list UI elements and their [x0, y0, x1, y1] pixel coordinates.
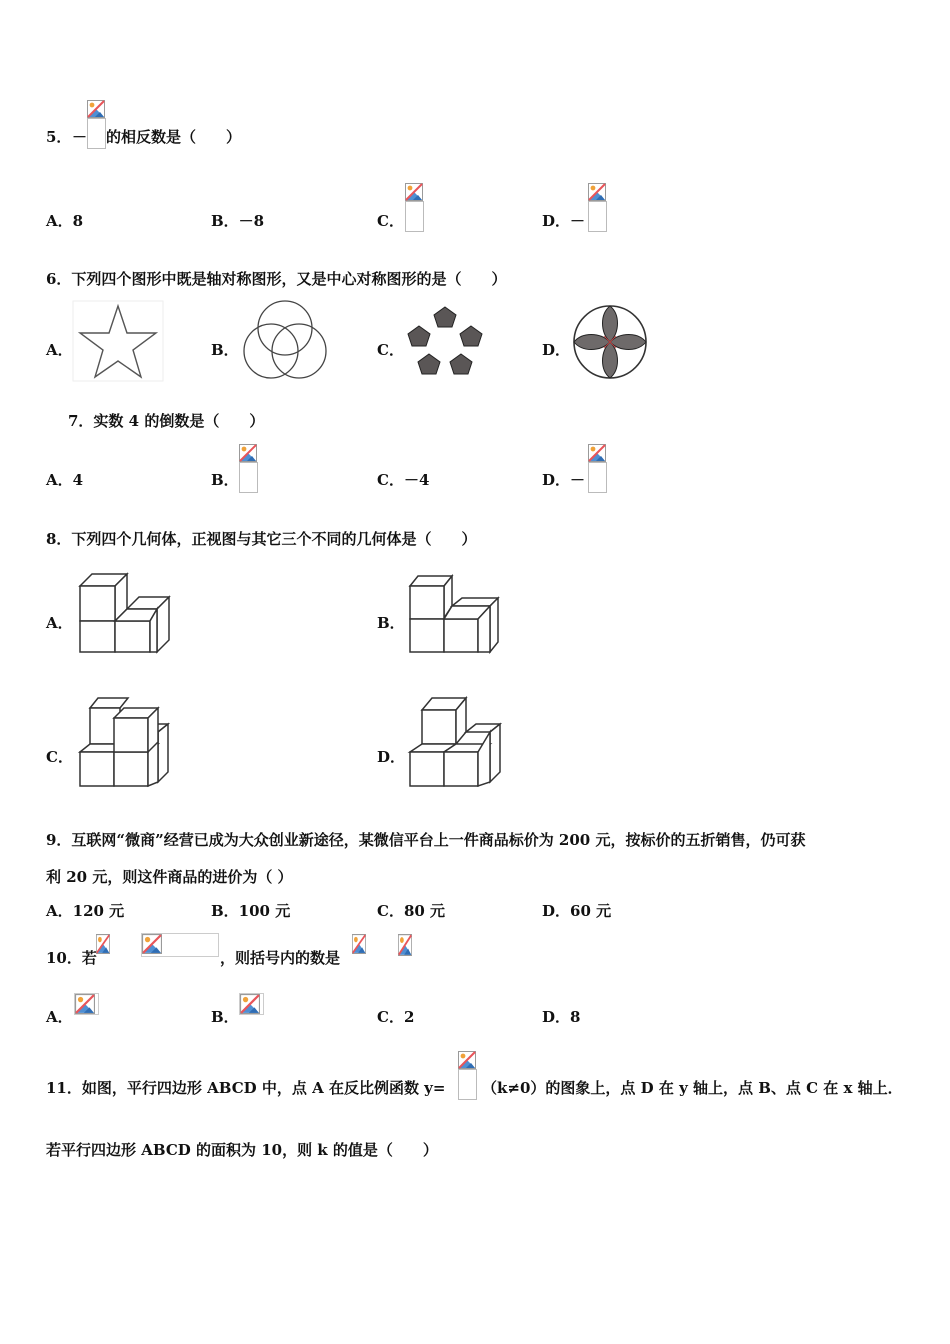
q11-fraction-image [458, 1051, 476, 1099]
q7-option-d[interactable]: D．－ [542, 471, 586, 489]
q9-stem-line2: 利 20 元，则这件商品的进价为（ ） [46, 868, 293, 886]
q5-option-c-image [405, 183, 423, 231]
q9-option-a[interactable]: A．120 元 [46, 902, 125, 920]
q7-option-a[interactable]: A．4 [46, 471, 84, 489]
q5-option-b[interactable]: B．－8 [211, 212, 265, 230]
q10-option-b[interactable]: B． [211, 1008, 239, 1026]
five-pentagons-figure [404, 302, 486, 382]
q6-stem: 6．下列四个图形中既是轴对称图形，又是中心对称图形的是（ ） [46, 270, 507, 288]
q10-equation-image [141, 933, 219, 957]
q8-option-b[interactable]: B． [377, 614, 405, 632]
broken-image-icon [240, 994, 260, 1014]
four-petal-circle-figure [570, 302, 650, 382]
q7-option-b[interactable]: B． [211, 471, 239, 489]
q5-option-a[interactable]: A．8 [46, 212, 84, 230]
cube-stack-c-figure [72, 694, 182, 790]
q7-option-d-image [588, 444, 606, 492]
q8-stem: 8．下列四个几何体，正视图与其它三个不同的几何体是（ ） [46, 530, 477, 548]
q6-option-d[interactable]: D． [542, 341, 571, 359]
q10-option-a-image [74, 993, 99, 1015]
broken-image-icon [458, 1051, 476, 1069]
q9-option-c[interactable]: C．80 元 [377, 902, 446, 920]
q5-option-d-image [588, 183, 606, 231]
cube-stack-b-figure [402, 570, 512, 662]
q7-option-b-image [239, 444, 257, 492]
q10-option-d[interactable]: D．8 [542, 1008, 581, 1026]
q9-stem-line1: 9．互联网“微商”经营已成为大众创业新途径，某微信平台上一件商品标价为 200 元，按标价的五折销售，仍可获 [46, 831, 806, 849]
cube-stack-d-figure [402, 694, 512, 790]
three-circles-figure [236, 298, 334, 382]
q9-option-b[interactable]: B．100 元 [211, 902, 291, 920]
q6-option-c[interactable]: C． [377, 341, 404, 359]
q5-fraction-image [87, 100, 105, 148]
q8-option-d[interactable]: D． [377, 748, 406, 766]
q5-stem: 的相反数是（ ） [106, 128, 242, 146]
broken-image-icon [352, 934, 366, 954]
q5-number: 5． [46, 128, 72, 146]
q6-option-b[interactable]: B． [211, 341, 239, 359]
q6-option-a[interactable]: A． [46, 341, 73, 359]
broken-image-icon [239, 444, 257, 462]
cube-stack-a-figure [72, 562, 182, 662]
q8-option-c[interactable]: C． [46, 748, 73, 766]
q10-option-c[interactable]: C．2 [377, 1008, 415, 1026]
q5-option-c[interactable]: C． [377, 212, 404, 230]
q11-stem-line2: 若平行四边形 ABCD 的面积为 10，则 k 的值是（ ） [46, 1141, 438, 1159]
five-point-star-figure [72, 300, 164, 382]
q7-option-c[interactable]: C．－4 [377, 471, 430, 489]
q10-option-b-image [239, 993, 264, 1015]
broken-image-icon [87, 100, 105, 118]
q9-option-d[interactable]: D．60 元 [542, 902, 612, 920]
q10-prefix: 10．若 [46, 949, 97, 967]
q11-stem-part1: 11．如图，平行四边形 ABCD 中，点 A 在反比例函数 y= [46, 1079, 446, 1097]
q10-middle: ，则括号内的数是 [220, 949, 341, 967]
broken-image-icon [588, 444, 606, 462]
q5-minus: － [72, 128, 88, 146]
q8-option-a[interactable]: A． [46, 614, 73, 632]
broken-image-icon [588, 183, 606, 201]
q5-option-d[interactable]: D．－ [542, 212, 586, 230]
broken-image-icon [75, 994, 95, 1014]
q10-option-a[interactable]: A． [46, 1008, 73, 1026]
q11-stem-part2: （k≠0）的图象上，点 D 在 y 轴上，点 B、点 C 在 x 轴上． [482, 1079, 903, 1097]
broken-image-icon [398, 934, 412, 956]
broken-image-icon [142, 934, 162, 954]
q7-stem: 7．实数 4 的倒数是（ ） [68, 412, 265, 430]
broken-image-icon [96, 934, 110, 954]
broken-image-icon [405, 183, 423, 201]
